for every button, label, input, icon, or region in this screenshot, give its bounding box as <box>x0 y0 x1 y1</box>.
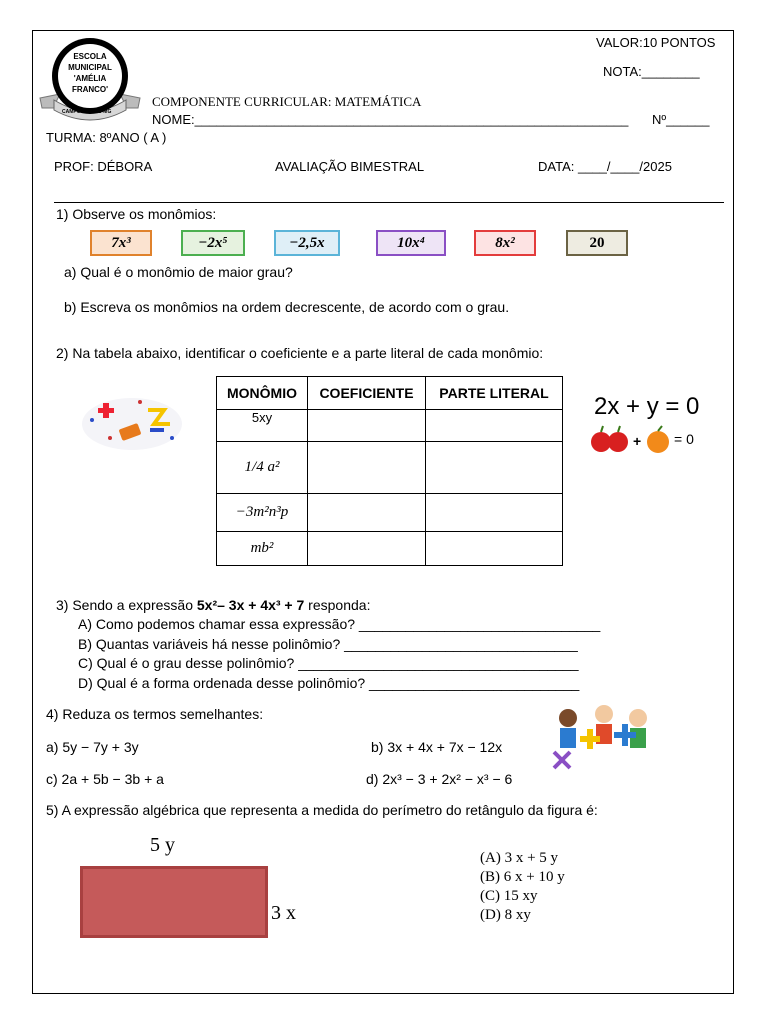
table-cell-coeficiente[interactable] <box>308 442 426 494</box>
school-logo <box>36 36 144 126</box>
data-field[interactable]: DATA: ____/____/2025 <box>538 159 672 174</box>
q5-title: 5) A expressão algébrica que representa a medida do perímetro do retângulo da figura é: <box>46 802 598 818</box>
fruit-equation-result: = 0 <box>674 431 694 447</box>
componente-curricular: COMPONENTE CURRICULAR: MATEMÁTICA <box>152 94 422 109</box>
q4-item-c: c) 2a + 5b − 3b + a <box>46 771 164 787</box>
turma-label: TURMA: 8ºANO ( A ) <box>46 130 167 145</box>
table-cell-parte-literal[interactable] <box>426 494 563 532</box>
nome-field[interactable]: NOME:____________________________________________________________ <box>152 112 629 127</box>
header-divider <box>54 202 724 203</box>
monomial-box: 20 <box>566 230 628 256</box>
q1-item-b: b) Escreva os monômios na ordem decrescente, de acordo com o grau. <box>64 299 510 315</box>
logo-line: 'AMÉLIA <box>73 74 107 83</box>
table-cell-monomial: 5xy <box>217 410 308 442</box>
q3-item-b: B) Quantas variáveis há nesse polinômio? ______________________________ <box>78 636 578 652</box>
kids-math-clipart <box>548 702 660 770</box>
table-cell-coeficiente[interactable] <box>308 494 426 532</box>
numero-field[interactable]: Nº______ <box>652 112 710 127</box>
professor-label: PROF: DÉBORA <box>54 159 153 174</box>
q3-item-d: D) Qual é a forma ordenada desse polinômio? ___________________________ <box>78 675 580 691</box>
equation-handwritten: 2x + y = 0 <box>594 393 700 420</box>
monomial-table <box>216 376 563 566</box>
q1-item-a: a) Qual é o monômio de maior grau? <box>64 264 293 280</box>
rectangle-width-label: 5 y <box>150 834 175 856</box>
q5-option-a[interactable]: (A) 3 x + 5 y <box>480 850 559 866</box>
math-symbols-clipart <box>80 390 184 454</box>
q4-title: 4) Reduza os termos semelhantes: <box>46 706 264 722</box>
monomial-box: 7x³ <box>90 230 152 256</box>
logo-line: ESCOLA <box>73 52 107 61</box>
q3-title-post: responda: <box>304 597 371 613</box>
monomial-box: 8x² <box>474 230 536 256</box>
nota-field[interactable]: NOTA:________ <box>603 64 700 79</box>
table-cell-monomial: mb² <box>217 532 308 566</box>
logo-line: MUNICIPAL <box>68 63 112 72</box>
valor-label: VALOR:10 PONTOS <box>596 35 716 50</box>
table-header: PARTE LITERAL <box>426 377 563 410</box>
q3-expression: 5x²– 3x + 4x³ + 7 <box>196 597 305 613</box>
svg-text:+: + <box>633 433 642 449</box>
q4-item-b: b) 3x + 4x + 7x − 12x <box>371 739 503 755</box>
logo-line: FRANCO' <box>71 85 109 94</box>
q4-item-a: a) 5y − 7y + 3y <box>46 739 139 755</box>
monomial-box: −2x⁵ <box>181 230 245 256</box>
monomial-box: −2,5x <box>274 230 340 256</box>
rectangle-figure <box>80 866 268 938</box>
q2-title: 2) Na tabela abaixo, identificar o coeficiente e a parte literal de cada monômio: <box>56 345 544 361</box>
table-cell-monomial: −3m²n³p <box>217 494 308 532</box>
monomial-box: 10x⁴ <box>376 230 446 256</box>
q5-option-b[interactable]: (B) 6 x + 10 y <box>480 869 565 885</box>
table-cell-coeficiente[interactable] <box>308 532 426 566</box>
q3-item-a: A) Como podemos chamar essa expressão? _______________________________ <box>78 616 601 632</box>
q4-item-d: d) 2x³ − 3 + 2x² − x³ − 6 <box>366 771 513 787</box>
table-cell-parte-literal[interactable] <box>426 442 563 494</box>
q5-option-c[interactable]: (C) 15 xy <box>480 888 538 904</box>
q3-title-pre: 3) Sendo a expressão <box>56 597 197 613</box>
fruit-equation <box>588 422 698 462</box>
rectangle-height-label: 3 x <box>271 902 296 924</box>
q1-title: 1) Observe os monômios: <box>56 206 217 222</box>
q5-option-d[interactable]: (D) 8 xy <box>480 907 531 923</box>
q5-options <box>480 849 565 925</box>
table-cell-parte-literal[interactable] <box>426 410 563 442</box>
logo-ribbon: CAMPOS ALTOS-MG <box>62 109 112 115</box>
q3-item-c: C) Qual é o grau desse polinômio? ____________________________________ <box>78 655 579 671</box>
table-cell-coeficiente[interactable] <box>308 410 426 442</box>
table-header: MONÔMIO <box>217 377 308 410</box>
avaliacao-label: AVALIAÇÃO BIMESTRAL <box>275 159 425 174</box>
q3-title <box>56 597 370 613</box>
table-cell-parte-literal[interactable] <box>426 532 563 566</box>
table-header: COEFICIENTE <box>308 377 426 410</box>
table-cell-monomial: 1/4 a² <box>217 442 308 494</box>
